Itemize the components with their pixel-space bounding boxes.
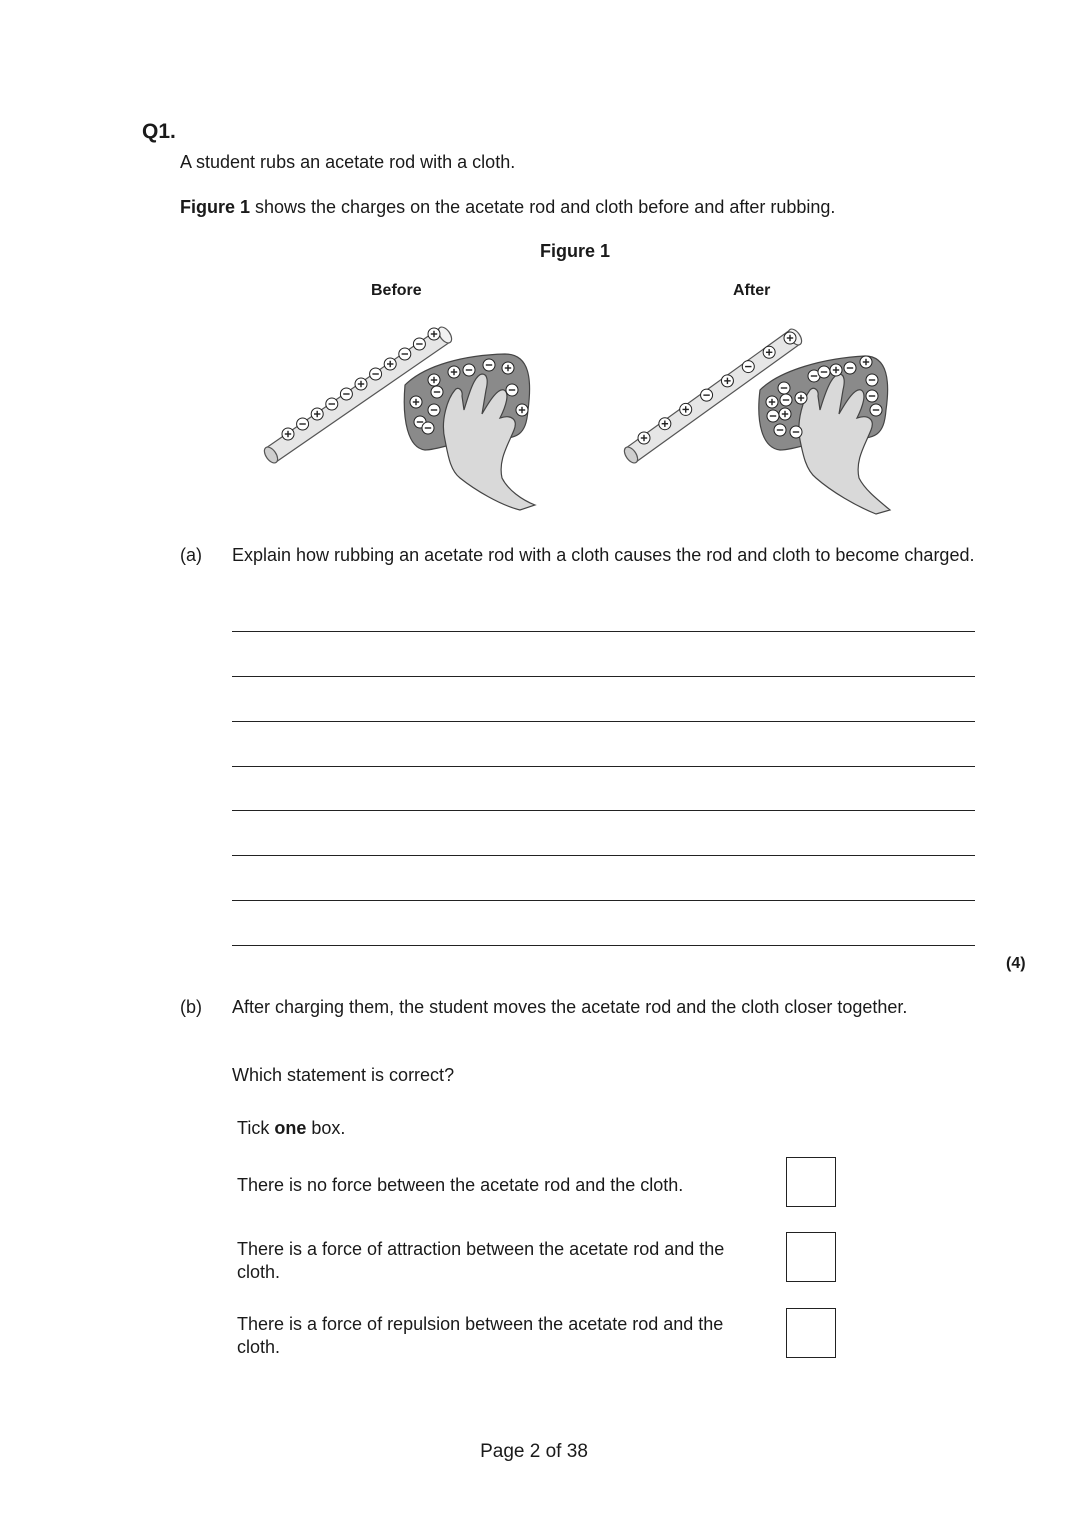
tick-box-repulsion[interactable] — [786, 1308, 836, 1358]
before-cloth-negative-charge — [428, 404, 440, 416]
after-cloth-negative-charge — [780, 394, 792, 406]
page-number — [0, 1441, 1068, 1463]
after-cloth-positive-charge — [795, 392, 807, 404]
part-a-marks: (4) — [1006, 955, 1026, 972]
figure-reference-sentence — [180, 196, 835, 219]
part-a-label: (a) — [180, 545, 202, 565]
answer-line[interactable] — [232, 900, 975, 901]
before-rod-negative-charge — [413, 338, 425, 350]
part-b-label: (b) — [180, 997, 202, 1017]
answer-line[interactable] — [232, 810, 975, 811]
before-cloth-positive-charge — [502, 362, 514, 374]
figure-reference-text: shows the charges on the acetate rod and cloth before and after rubbing. — [250, 197, 836, 217]
after-cloth-positive-charge — [830, 364, 842, 376]
tick-box-attraction[interactable] — [786, 1232, 836, 1282]
after-cloth-negative-charge — [866, 374, 878, 386]
before-label: Before — [371, 282, 422, 299]
before-rod-negative-charge — [399, 348, 411, 360]
before-rod-negative-charge — [340, 388, 352, 400]
after-rod-positive-charge — [721, 375, 733, 387]
before-rod-negative-charge — [370, 368, 382, 380]
after-cloth-negative-charge — [790, 426, 802, 438]
before-rod-positive-charge — [311, 408, 323, 420]
after-illustration — [610, 310, 920, 520]
answer-line[interactable] — [232, 855, 975, 856]
after-rod-positive-charge — [763, 346, 775, 358]
part-a-question: Explain how rubbing an acetate rod with a cloth causes the rod and cloth to become charged. — [232, 545, 975, 565]
tick-instruction-prefix: Tick — [237, 1118, 275, 1138]
before-cloth-negative-charge — [422, 422, 434, 434]
before-cloth-negative-charge — [463, 364, 475, 376]
after-rod-positive-charge — [638, 432, 650, 444]
before-cloth-negative-charge — [431, 386, 443, 398]
page-current: 2 — [529, 1441, 541, 1462]
before-rod-negative-charge — [297, 418, 309, 430]
before-rod-negative-charge — [326, 398, 338, 410]
after-cloth-negative-charge — [818, 366, 830, 378]
after-cloth-positive-charge — [779, 408, 791, 420]
answer-line[interactable] — [232, 721, 975, 722]
after-rod-negative-charge — [742, 361, 754, 373]
part-b-question: After charging them, the student moves the acetate rod and the cloth closer together. — [232, 997, 908, 1017]
before-cloth-positive-charge — [448, 366, 460, 378]
page-total: 38 — [566, 1441, 588, 1462]
tick-box-no-force[interactable] — [786, 1157, 836, 1207]
answer-line[interactable] — [232, 676, 975, 677]
answer-line[interactable] — [232, 766, 975, 767]
after-cloth-negative-charge — [778, 382, 790, 394]
option-no-force: There is no force between the acetate rod and the cloth. — [237, 1175, 684, 1195]
figure-caption: Figure 1 — [540, 241, 611, 261]
page-prefix: Page — [480, 1441, 525, 1462]
question-intro: A student rubs an acetate rod with a cloth. — [180, 152, 516, 172]
figure-reference-bold: Figure 1 — [180, 197, 251, 217]
option-attraction: There is a force of attraction between the acetate rod and the cloth. — [237, 1239, 725, 1282]
tick-instruction — [237, 1117, 345, 1140]
after-cloth-positive-charge — [860, 356, 872, 368]
before-cloth-negative-charge — [483, 359, 495, 371]
page-of: of — [545, 1441, 562, 1462]
question-number: Q1. — [142, 120, 176, 143]
after-rod-positive-charge — [680, 403, 692, 415]
after-rod-positive-charge — [659, 418, 671, 430]
after-cloth-negative-charge — [767, 410, 779, 422]
tick-instruction-suffix: box. — [306, 1118, 346, 1138]
before-cloth-positive-charge — [516, 404, 528, 416]
before-rod-positive-charge — [428, 328, 440, 340]
before-rod-positive-charge — [355, 378, 367, 390]
after-cloth-negative-charge — [774, 424, 786, 436]
option-repulsion: There is a force of repulsion between the acetate rod and the cloth. — [237, 1314, 724, 1357]
after-cloth-negative-charge — [866, 390, 878, 402]
after-cloth-negative-charge — [844, 362, 856, 374]
before-cloth-positive-charge — [428, 374, 440, 386]
after-rod-positive-charge — [784, 332, 796, 344]
before-rod-positive-charge — [384, 358, 396, 370]
after-label: After — [733, 282, 771, 299]
answer-line[interactable] — [232, 631, 975, 632]
before-cloth-positive-charge — [410, 396, 422, 408]
answer-line[interactable] — [232, 945, 975, 946]
tick-instruction-bold: one — [274, 1118, 307, 1138]
part-b-prompt: Which statement is correct? — [232, 1065, 455, 1085]
before-rod-positive-charge — [282, 428, 294, 440]
before-illustration — [250, 310, 560, 520]
after-cloth-positive-charge — [766, 396, 778, 408]
after-cloth-negative-charge — [870, 404, 882, 416]
before-cloth-negative-charge — [506, 384, 518, 396]
after-rod-negative-charge — [701, 389, 713, 401]
